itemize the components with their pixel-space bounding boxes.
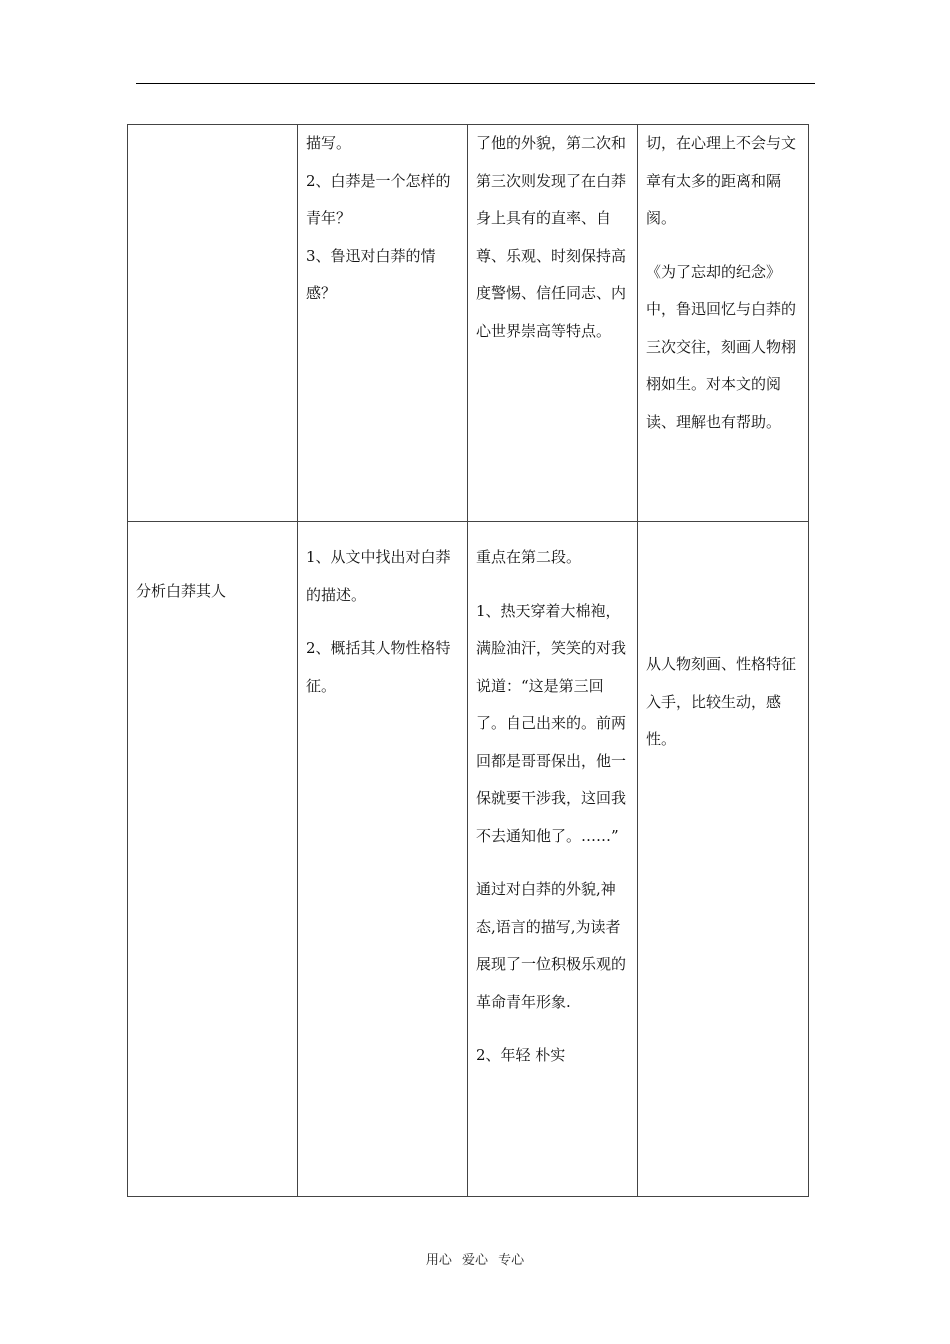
table-row	[128, 522, 809, 1197]
cell-text: 了他的外貌，第二次和第三次则发现了在白莽身上具有的直率、自尊、乐观、时刻保持高度警惕、信任同志、内心世界崇高等特点。	[476, 134, 627, 340]
cell-text: 2、白莽是一个怎样的青年？	[306, 171, 451, 227]
cell-text: 1、从文中找出对白莽的描述。	[306, 548, 451, 604]
lesson-table	[127, 124, 809, 1197]
cell-text: 描写。	[306, 134, 352, 152]
cell-student-activity	[468, 522, 638, 1197]
page-footer: 用心 爱心 专心	[425, 1253, 525, 1268]
cell-student-activity	[468, 125, 638, 522]
cell-teaching-content	[298, 522, 468, 1197]
table-row	[128, 125, 809, 522]
cell-teaching-content	[298, 125, 468, 522]
cell-text: 2、概括其人物性格特征。	[306, 639, 451, 695]
cell-text: 从人物刻画、性格特征入手，比较生动，感性。	[646, 655, 797, 748]
cell-text: 1、热天穿着大棉袍，满脸油汗，笑笑的对我说道：“这是第三回了。自己出来的。前两回都是哥哥保出，他一保就要干涉我，这回我不去通知他了。……”	[476, 601, 627, 845]
cell-text: 《为了忘却的纪念》中，鲁迅回忆与白莽的三次交往，刻画人物栩栩如生。对本文的阅读、理解也有帮助。	[646, 262, 797, 431]
cell-teaching-step	[128, 125, 298, 522]
header-rule	[136, 83, 815, 84]
cell-text: 分析白莽其人	[136, 582, 227, 600]
cell-text: 通过对白莽的外貌,神态,语言的描写,为读者展现了一位积极乐观的革命青年形象.	[476, 880, 627, 1011]
cell-design-intent	[638, 125, 809, 522]
cell-text: 3、鲁迅对白莽的情感？	[306, 246, 436, 302]
cell-design-intent	[638, 522, 809, 1197]
cell-text: 切，在心理上不会与文章有太多的距离和隔阂。	[646, 134, 797, 227]
cell-text: 重点在第二段。	[476, 548, 582, 566]
cell-teaching-step	[128, 522, 298, 1197]
cell-text: 2、年轻 朴实	[476, 1046, 566, 1064]
